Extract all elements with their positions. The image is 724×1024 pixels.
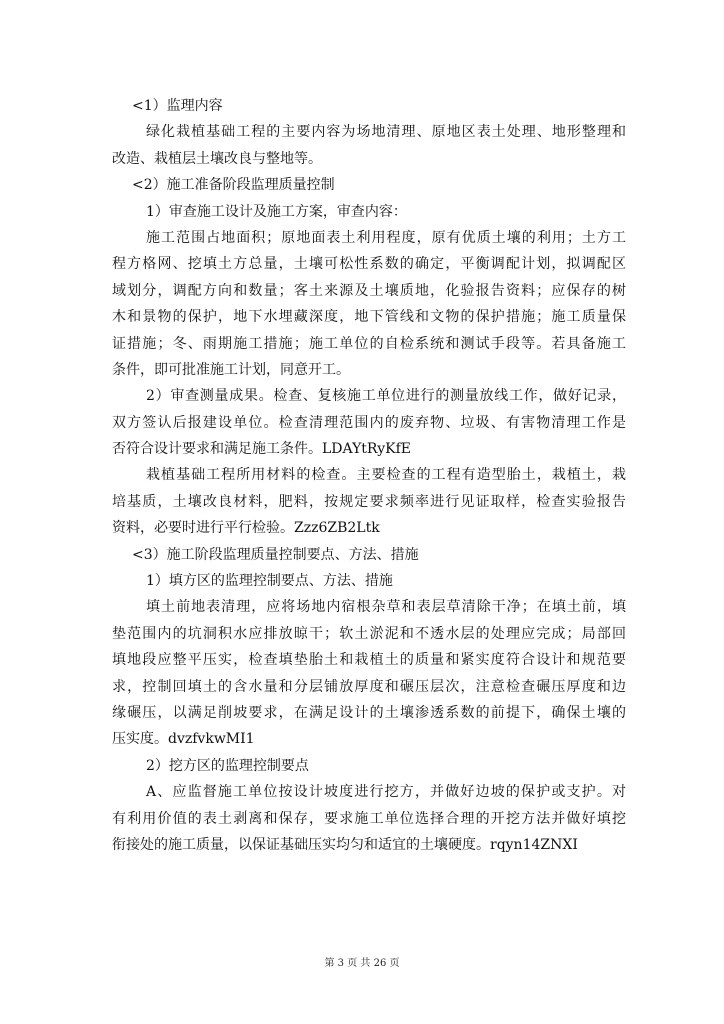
text-line: 条件，即可批准施工计划，同意开工。 xyxy=(112,361,350,378)
text-line: 1）审查施工设计及施工方案，审查内容： xyxy=(146,203,407,220)
text-line: 缘碾压，以满足削坡要求，在满足设计的土壤渗透系数的前提下，确保土壤的 xyxy=(112,704,626,721)
text-line: 2）审查测量成果。检查、复核施工单位进行的测量放线工作，做好记录， xyxy=(146,388,626,405)
page-footer: 第 3 页 共 26 页 xyxy=(324,958,400,969)
text-line: 改造、栽植层土壤改良与整地等。 xyxy=(112,150,322,167)
body-text xyxy=(112,93,626,858)
text-line: A、应监督施工单位按设计坡度进行挖方，并做好边坡的保护或支护。对 xyxy=(146,784,626,801)
text-line: 2）挖方区的监理控制要点 xyxy=(146,757,309,774)
text-line: 双方签认后报建设单位。检查清理范围内的废弃物、垃圾、有害物清理工作是 xyxy=(112,414,626,431)
text-line: 域划分，调配方向和数量；客土来源及土壤质地，化验报告资料；应保存的树 xyxy=(112,282,626,299)
text-line: 木和景物的保护，地下水埋藏深度，地下管线和文物的保护措施；施工质量保 xyxy=(112,309,626,326)
text-line: 施工范围占地面积；原地面表土利用程度，原有优质土壤的利用；土方工 xyxy=(146,229,626,246)
text-line: 程方格网、挖填土方总量，土壤可松性系数的确定，平衡调配计划，拟调配区 xyxy=(112,256,626,273)
text-line: 绿化栽植基础工程的主要内容为场地清理、原地区表土处理、地形整理和 xyxy=(146,124,626,141)
text-line: 资料，必要时进行平行检验。Zzz6ZB2Ltk xyxy=(112,520,380,537)
text-line: 培基质，土壤改良材料，肥料，按规定要求频率进行见证取样，检查实验报告 xyxy=(112,493,626,510)
text-line: 垫范围内的坑洞积水应排放晾干；软土淤泥和不透水层的处理应完成；局部回 xyxy=(112,625,626,642)
text-line: 栽植基础工程所用材料的检查。主要检查的工程有造型胎土，栽植土，栽 xyxy=(146,467,626,484)
text-line: 否符合设计要求和满足施工条件。LDAYtRyKfE xyxy=(112,441,411,458)
text-line: 填土前地表清理，应将场地内宿根杂草和表层草清除干净；在填土前，填 xyxy=(146,599,626,616)
text-line: 填地段应整平压实，检查填垫胎土和栽植土的质量和紧实度符合设计和规范要 xyxy=(112,652,626,669)
text-line: 1）填方区的监理控制要点、方法、措施 xyxy=(146,573,393,590)
text-line: <1）监理内容 xyxy=(132,98,223,114)
text-line: 压实度。dvzfvkwMI1 xyxy=(112,731,255,748)
text-line: 证措施；冬、雨期施工措施；施工单位的自检系统和测试手段等。若具备施工 xyxy=(112,335,626,352)
text-line: <3）施工阶段监理质量控制要点、方法、措施 xyxy=(132,546,419,563)
text-line: 有利用价值的表土剥离和保存，要求施工单位选择合理的开挖方法并做好填挖 xyxy=(112,810,626,827)
text-line: 衔接处的施工质量，以保证基础压实均匀和适宜的土壤硬度。rqyn14ZNXI xyxy=(112,836,578,853)
text-line: 求，控制回填土的含水量和分层铺放厚度和碾压层次，注意检查碾压厚度和边 xyxy=(112,678,626,695)
text-line: <2）施工准备阶段监理质量控制 xyxy=(132,177,335,194)
